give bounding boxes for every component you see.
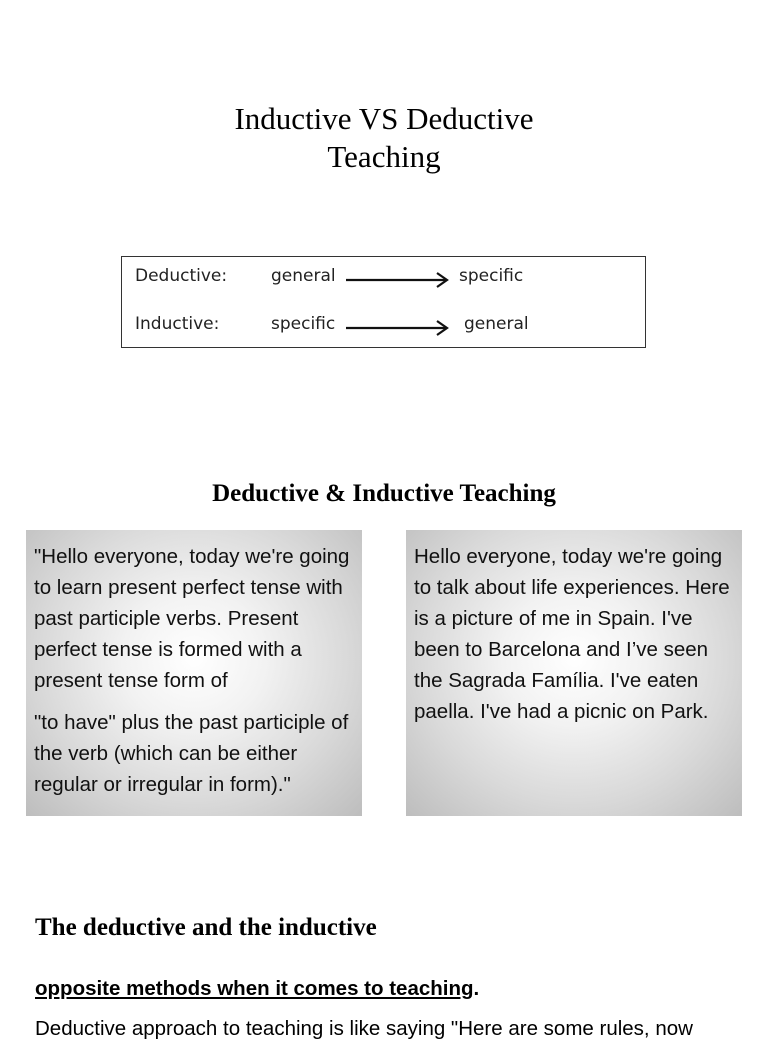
diagram-to-inductive: general [464, 314, 529, 334]
deductive-inductive-diagram [121, 256, 646, 348]
bottom-heading: The deductive and the inductive [35, 914, 377, 941]
bottom-text-line [35, 974, 479, 1004]
diagram-label-deductive: Deductive: [135, 266, 228, 286]
page-title [0, 100, 768, 176]
title-line-1: Inductive VS Deductive [234, 101, 534, 136]
deductive-paragraph-1: "Hello everyone, today we're going to learn present perfect tense with past participle verbs. Present perfect tense is formed with a present tense form of [34, 545, 350, 692]
inductive-paragraph-1: Hello everyone, today we're going to talk about life experiences. Here is a picture of me in Spain. I've been to Barcelona and I’ve seen the Sagrada Família. I've eaten paella. I've had a picnic on Park. [414, 545, 730, 723]
diagram-to-deductive: specific [459, 266, 524, 286]
deductive-example-box [26, 530, 362, 816]
title-line-2: Teaching [327, 139, 441, 174]
diagram-from-deductive: general [271, 266, 336, 286]
arrow-right-icon [344, 270, 454, 290]
underlined-phrase: opposite methods when it comes to teaching [35, 977, 474, 1000]
inductive-example-box [406, 530, 742, 816]
section-heading: Deductive & Inductive Teaching [212, 480, 556, 507]
diagram-from-inductive: specific [271, 314, 336, 334]
deductive-paragraph-2: "to have" plus the past participle of the verb (which can be either regular or irregular in form)." [34, 711, 349, 796]
diagram-label-inductive: Inductive: [135, 314, 220, 334]
cutoff-text-line: Deductive approach to teaching is like saying "Here are some rules, now [35, 1017, 693, 1040]
arrow-right-icon [344, 318, 454, 338]
line-period: . [473, 977, 480, 1000]
